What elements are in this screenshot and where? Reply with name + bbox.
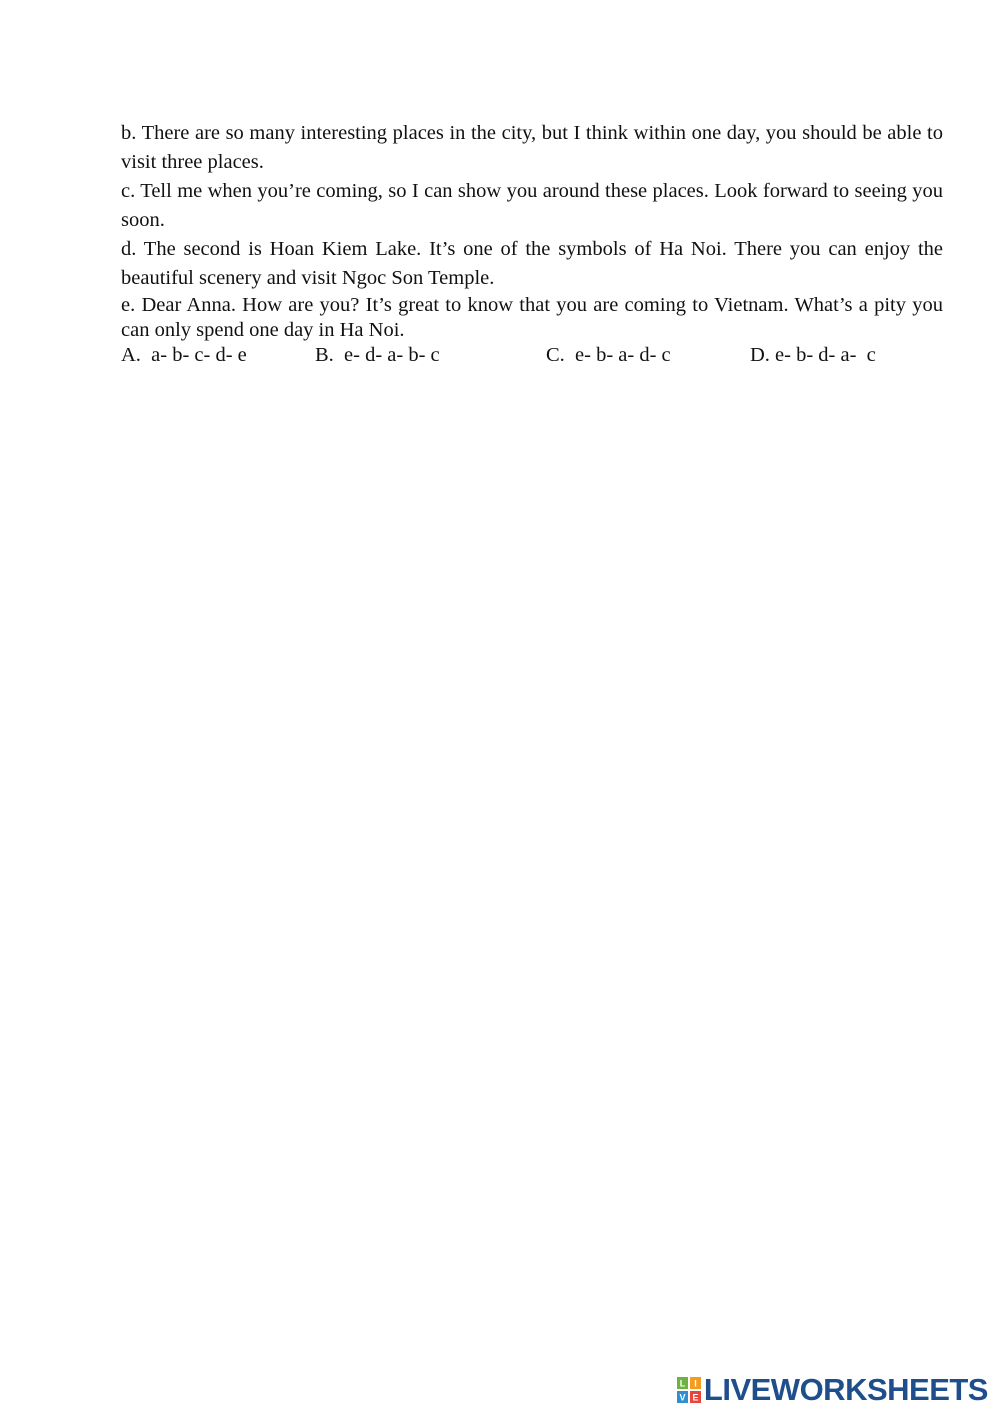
svg-text:L: L [679, 1378, 686, 1389]
sentence-e: e. Dear Anna. How are you? It’s great to know that you are coming to Vietnam. What’s a pity you can only spend one day in Ha Noi. [121, 294, 943, 341]
svg-text:V: V [679, 1392, 686, 1403]
answer-options [121, 340, 943, 370]
option-a[interactable]: A. a- b- c- d- e [121, 344, 247, 366]
sentence-b: b. There are so many interesting places in the city, but I think within one day, you should be able to visit three places. [121, 122, 943, 173]
liveworksheets-logo [677, 1372, 988, 1408]
option-c[interactable]: C. e- b- a- d- c [546, 344, 671, 366]
worksheet-body [121, 119, 943, 370]
sentence-c: c. Tell me when you’re coming, so I can show you around these places. Look forward to seeing you soon. [121, 180, 943, 231]
svg-text:I: I [694, 1378, 697, 1389]
logo-wordmark: LIVEWORKSHEETS [703, 1372, 988, 1407]
option-d[interactable]: D. e- b- d- a- c [750, 344, 876, 366]
svg-text:E: E [692, 1392, 699, 1403]
sentence-d: d. The second is Hoan Kiem Lake. It’s one of the symbols of Ha Noi. There you can enjoy the beautiful scenery and visit Ngoc Son Temple. [121, 238, 943, 289]
option-b[interactable]: B. e- d- a- b- c [315, 344, 440, 366]
live-blocks-icon [677, 1377, 701, 1403]
